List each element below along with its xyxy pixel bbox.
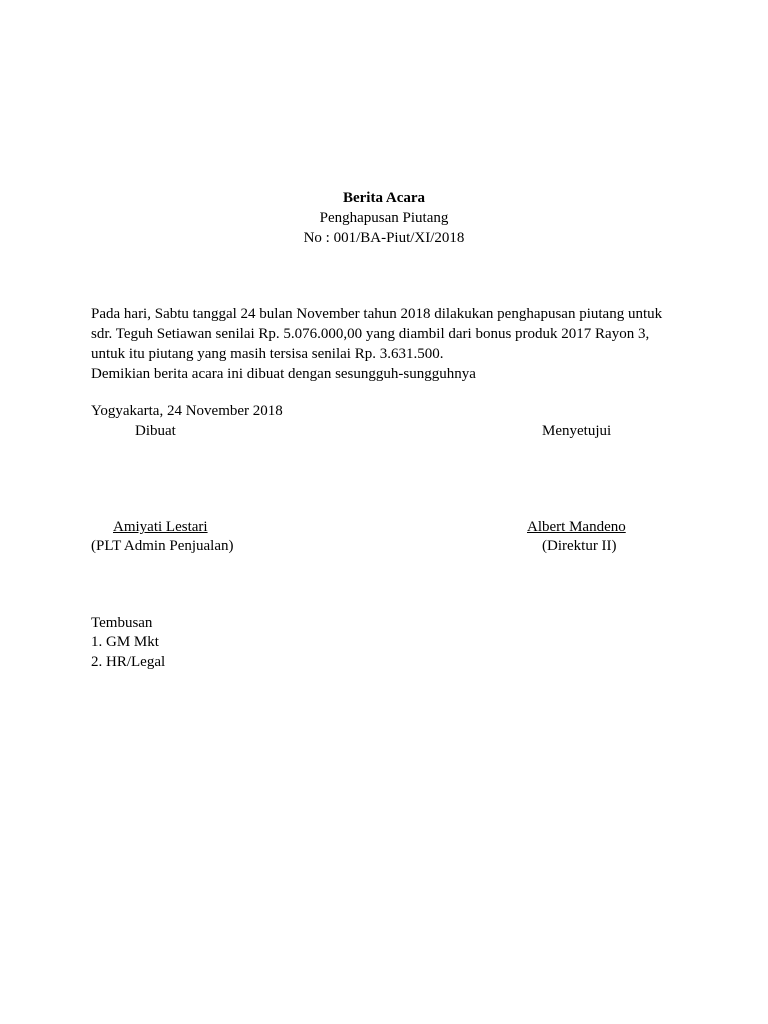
body-line: untuk itu piutang yang masih tersisa senilai Rp. 3.631.500. [91, 346, 444, 362]
document-title: Berita Acara [342, 190, 426, 206]
cc-item: 1. GM Mkt [91, 634, 159, 650]
body-line: Demikian berita acara ini dibuat dengan sesungguh-sungguhnya [91, 366, 476, 382]
right-signature-name: Albert Mandeno [527, 519, 626, 535]
body-line: Pada hari, Sabtu tanggal 24 bulan November tahun 2018 dilakukan penghapusan piutang untuk [91, 306, 663, 322]
document-number: No : 001/BA-Piut/XI/2018 [303, 230, 465, 246]
cc-label: Tembusan [91, 615, 153, 631]
right-signature-role: Menyetujui [542, 423, 612, 439]
right-signature-position: (Direktur II) [542, 538, 617, 554]
cc-item: 2. HR/Legal [91, 654, 166, 670]
place-date: Yogyakarta, 24 November 2018 [91, 403, 283, 419]
left-signature-name: Amiyati Lestari [113, 519, 208, 535]
document-subtitle: Penghapusan Piutang [319, 210, 449, 226]
left-signature-position: (PLT Admin Penjualan) [91, 538, 234, 554]
left-signature-role: Dibuat [135, 423, 176, 439]
body-line: sdr. Teguh Setiawan senilai Rp. 5.076.000,00 yang diambil dari bonus produk 2017 Rayon 3, [91, 326, 650, 342]
